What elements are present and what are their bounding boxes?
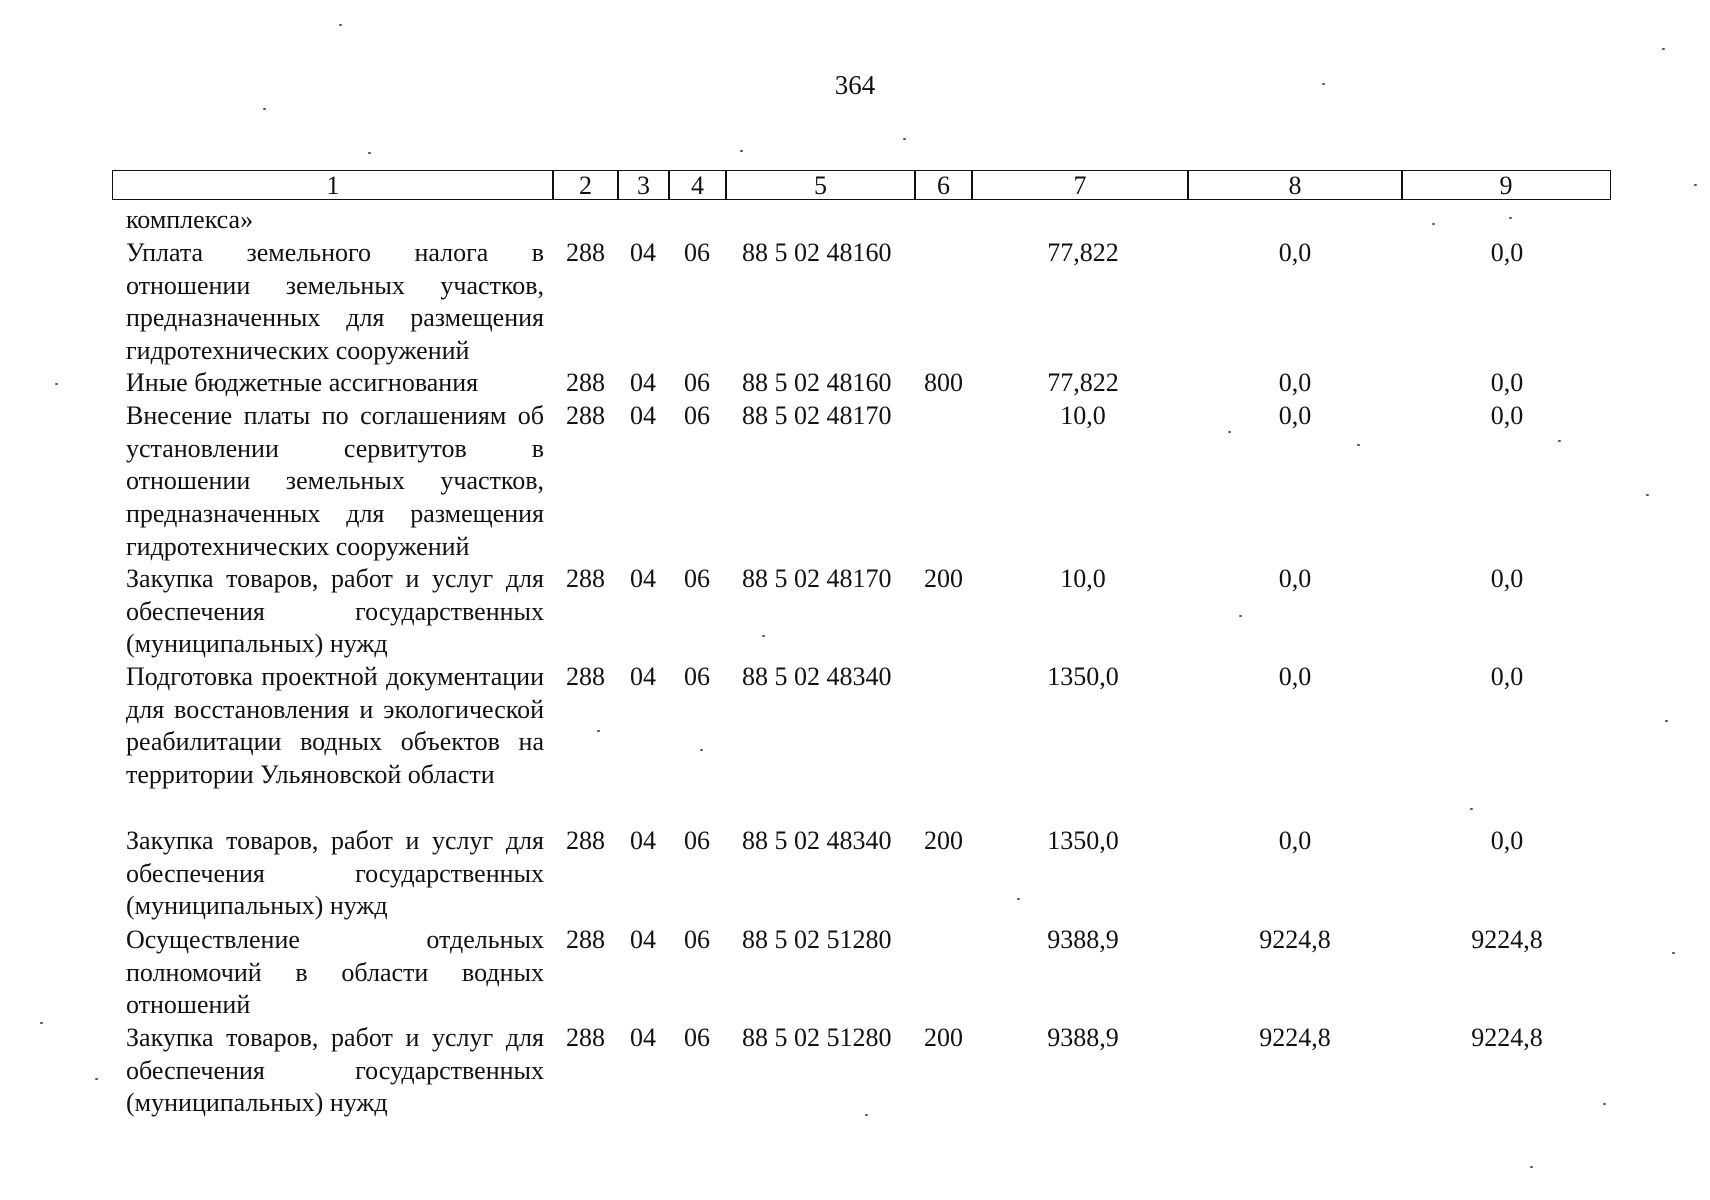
cell-col-8: 0,0	[1278, 368, 1312, 397]
cell-col-5: 88 5 02 51280	[742, 925, 892, 954]
scan-speck	[55, 383, 58, 385]
cell-col-4: 06	[684, 401, 710, 430]
cell-col-9: 0,0	[1490, 368, 1524, 397]
cell-col-8: 9224,8	[1259, 925, 1331, 954]
cell-col-3: 04	[630, 826, 656, 855]
cell-col-5: 88 5 02 48170	[742, 564, 892, 593]
cell-col-5: 88 5 02 48340	[742, 662, 892, 691]
cell-col-9: 0,0	[1490, 238, 1524, 267]
cell-col-8: 0,0	[1278, 662, 1312, 691]
cell-col-2: 288	[566, 238, 605, 267]
scan-speck	[740, 150, 743, 152]
cell-col-8: 0,0	[1278, 564, 1312, 593]
cell-col-3: 04	[630, 401, 656, 430]
scan-speck	[1665, 720, 1668, 722]
row-description: Подготовка проектной документации для восстановления и экологической реабилитации водных объектов на территории Ульяновской области	[126, 662, 544, 790]
cell-col-4: 06	[684, 564, 710, 593]
cell-col-6: 800	[924, 368, 963, 397]
scan-speck	[1432, 223, 1435, 225]
cell-col-9: 0,0	[1490, 662, 1524, 691]
cell-col-3: 04	[630, 662, 656, 691]
cell-col-6: 200	[924, 826, 963, 855]
cell-col-5: 88 5 02 48340	[742, 826, 892, 855]
header-cell: 8	[1187, 170, 1403, 200]
header-cell: 7	[971, 170, 1189, 200]
cell-col-4: 06	[684, 1023, 710, 1052]
row-description: Уплата земельного налога в отношении земельных участков, предназначенных для размещения гидротехнических сооружений	[126, 238, 544, 366]
cell-col-9: 9224,8	[1471, 925, 1543, 954]
cell-col-4: 06	[684, 368, 710, 397]
cell-col-6: 200	[924, 564, 963, 593]
cell-col-8: 0,0	[1278, 826, 1312, 855]
cell-col-2: 288	[566, 564, 605, 593]
scan-speck	[1357, 444, 1360, 446]
cell-col-7: 10,0	[1060, 401, 1106, 430]
cell-col-4: 06	[684, 662, 710, 691]
cell-col-9: 9224,8	[1471, 1023, 1543, 1052]
scan-speck	[40, 1022, 43, 1024]
cell-col-3: 04	[630, 1023, 656, 1052]
cell-col-5: 88 5 02 51280	[742, 1023, 892, 1052]
cell-col-2: 288	[566, 1023, 605, 1052]
cell-col-7: 1350,0	[1047, 826, 1119, 855]
cell-col-7: 9388,9	[1047, 925, 1119, 954]
scan-speck	[339, 24, 342, 26]
header-cell: 4	[668, 170, 727, 200]
scan-speck	[700, 749, 703, 751]
cell-col-8: 0,0	[1278, 401, 1312, 430]
row-description: Иные бюджетные ассигнования	[126, 368, 479, 397]
row-description: Закупка товаров, работ и услуг для обеспечения государственных (муниципальных) нужд	[126, 1023, 544, 1118]
scan-speck	[1509, 217, 1512, 219]
scan-speck	[1239, 615, 1242, 617]
scan-speck	[1558, 440, 1561, 442]
cell-col-7: 77,822	[1047, 238, 1119, 267]
header-cell: 9	[1401, 170, 1611, 200]
scan-speck	[368, 152, 371, 154]
cell-col-4: 06	[684, 238, 710, 267]
cell-col-3: 04	[630, 238, 656, 267]
scan-speck	[1322, 83, 1325, 85]
cell-col-2: 288	[566, 401, 605, 430]
cell-col-2: 288	[566, 662, 605, 691]
page-number: 364	[834, 70, 876, 100]
scan-speck	[1603, 1103, 1606, 1105]
header-cell: 6	[914, 170, 973, 200]
scan-speck	[1694, 184, 1697, 186]
cell-col-8: 9224,8	[1259, 1023, 1331, 1052]
scan-speck	[1662, 48, 1665, 50]
cell-col-4: 06	[684, 826, 710, 855]
header-cell: 2	[552, 170, 619, 200]
cell-col-5: 88 5 02 48160	[742, 368, 892, 397]
row-description: Осуществление отдельных полномочий в области водных отношений	[126, 925, 544, 1020]
header-cell: 5	[725, 170, 916, 200]
cell-col-9: 0,0	[1490, 401, 1524, 430]
cell-col-2: 288	[566, 925, 605, 954]
row-description: Закупка товаров, работ и услуг для обеспечения государственных (муниципальных) нужд	[126, 826, 544, 921]
row-description: Внесение платы по соглашениям об установлении сервитутов в отношении земельных участков, предназначенных для размещения гидротехнических сооружений	[126, 401, 544, 561]
cell-col-7: 9388,9	[1047, 1023, 1119, 1052]
cell-col-5: 88 5 02 48170	[742, 401, 892, 430]
cell-col-4: 06	[684, 925, 710, 954]
cell-col-3: 04	[630, 368, 656, 397]
scan-speck	[597, 730, 600, 732]
row-description: Закупка товаров, работ и услуг для обеспечения государственных (муниципальных) нужд	[126, 564, 544, 659]
scan-speck	[1470, 808, 1473, 810]
scan-speck	[95, 1078, 98, 1080]
continuation-text: комплекса»	[126, 205, 254, 234]
cell-col-7: 1350,0	[1047, 662, 1119, 691]
scan-speck	[1228, 431, 1231, 433]
cell-col-6: 200	[924, 1023, 963, 1052]
cell-col-2: 288	[566, 826, 605, 855]
scan-speck	[1672, 952, 1675, 954]
cell-col-7: 77,822	[1047, 368, 1119, 397]
scan-speck	[865, 1114, 868, 1116]
cell-col-7: 10,0	[1060, 564, 1106, 593]
table-header-row	[112, 170, 1611, 202]
cell-col-8: 0,0	[1278, 238, 1312, 267]
scan-speck	[1017, 898, 1020, 900]
scan-speck	[1646, 494, 1649, 496]
header-cell: 3	[617, 170, 670, 200]
cell-col-5: 88 5 02 48160	[742, 238, 892, 267]
scan-speck	[762, 635, 765, 637]
scan-speck	[903, 138, 906, 140]
header-cell: 1	[112, 170, 554, 200]
scan-speck	[1530, 1166, 1533, 1168]
cell-col-3: 04	[630, 564, 656, 593]
cell-col-2: 288	[566, 368, 605, 397]
cell-col-9: 0,0	[1490, 826, 1524, 855]
cell-col-3: 04	[630, 925, 656, 954]
scan-speck	[263, 108, 266, 110]
cell-col-9: 0,0	[1490, 564, 1524, 593]
